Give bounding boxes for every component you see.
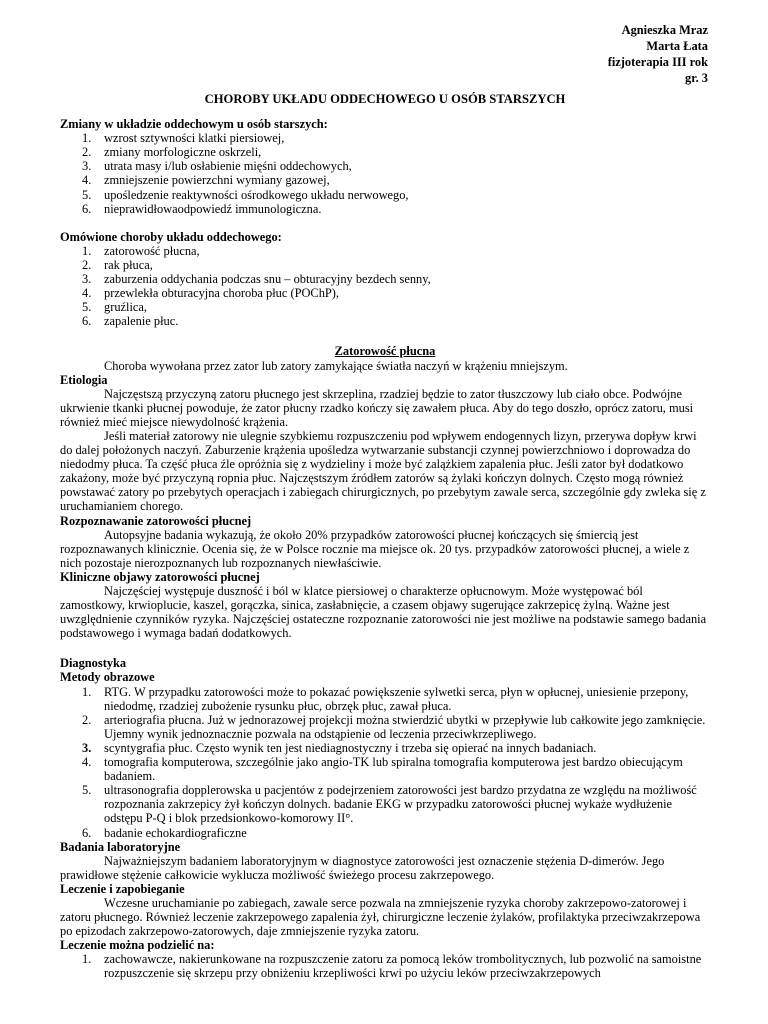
list-item-text: badanie echokardiograficzne [104, 825, 247, 840]
list-item-number: 2. [82, 257, 92, 272]
list-item-number: 3. [82, 740, 92, 755]
list-item-text: rak płuca, [104, 257, 153, 272]
list-item-text: zapalenie płuc. [104, 314, 179, 329]
list-item-text: RTG. W przypadku zatorowości może to pokazać powiększenie sylwetki serca, płyn w opłucnej, uniesienie przepony, niedodmę, rzadziej zubożenie rysunku płuc, obrzęk płuc, zawał płuca. [104, 684, 689, 713]
list-item-text: tomografia komputerowa, szczególnie jako angio-TK lub spiralna tomografia komputerowa jest bardzo obiecującym badaniem. [104, 755, 683, 784]
list-item-text: ultrasonografia dopplerowska u pacjentów z podejrzeniem zatorowości jest bardzo przydatna ze względu na możliwość rozpoznania zakrzepicy żył kończyn dolnych. badanie EKG w przypadku zatorowości płucnej wykaże wydłużenie odstępu P-Q i blok przedsionkowo-komorowy II°. [104, 783, 697, 826]
list-item [60, 741, 710, 755]
etiology-paragraph-1: Najczęstszą przyczyną zatoru płucnego jest skrzeplina, rzadziej będzie to zator tłuszczowy lub ciało obce. Podwójne ukrwienie tkanki płucnej powoduje, że zator płucny rzadko kończy się zawałem płuca. Aby do tego doszło, oprócz zatoru, musi również mieć miejsce niewydolność krążenia. [60, 386, 694, 429]
symptoms-heading: Kliniczne objawy zatorowości płucnej [60, 569, 260, 584]
author-name-2: Marta Łata [646, 39, 708, 53]
group-label: gr. 3 [685, 71, 708, 85]
diseases-heading: Omówione choroby układu oddechowego: [60, 229, 282, 244]
list-item [60, 755, 710, 783]
list-item-text: zachowawcze, nakierunkowane na rozpuszczenie zatoru za pomocą leków trombolitycznych, lub pozwolić na samoistne rozpuszczenie się skrzepu przy obniżeniu krzepliwości krwi po użyciu leków przeciwzakrzepowych [104, 952, 702, 981]
list-item-number: 3. [82, 159, 92, 174]
imaging-list [60, 685, 710, 840]
list-item [60, 952, 710, 980]
list-item [60, 188, 710, 202]
embolism-intro: Choroba wywołana przez zator lub zatory zamykające światła naczyń w krążeniu mniejszym. [104, 358, 568, 373]
list-item [60, 202, 710, 216]
list-item [60, 272, 710, 286]
list-item [60, 131, 710, 145]
list-item [60, 173, 710, 187]
imaging-heading: Metody obrazowe [60, 670, 155, 685]
list-item [60, 159, 710, 173]
list-item-number: 4. [82, 286, 92, 301]
list-item-text: gruźlica, [104, 300, 147, 315]
changes-heading: Zmiany w układzie oddechowym u osób starszych: [60, 117, 328, 132]
list-item-text: nieprawidłowaodpowiedź immunologiczna. [104, 201, 322, 216]
list-item-number: 1. [82, 243, 92, 258]
list-item-number: 6. [82, 314, 92, 329]
list-item [60, 314, 710, 328]
treatment-heading: Leczenie można podzielić na: [60, 938, 215, 953]
list-item-number: 3. [82, 272, 92, 287]
list-item [60, 783, 710, 825]
list-item-number: 4. [82, 755, 92, 770]
list-item-number: 2. [82, 145, 92, 160]
list-item-text: zmiany morfologiczne oskrzeli, [104, 145, 262, 160]
list-item-text: scyntygrafia płuc. Często wynik ten jest niediagnostyczny i trzeba się opierać na innych badaniach. [104, 740, 597, 755]
etiology-paragraph-2: Jeśli materiał zatorowy nie ulegnie szybkiemu rozpuszczeniu pod wpływem endogennych lizyn, przerywa dopływ krwi do dalej położonych naczyń. Zaburzenie krążenia upośledza wytwarzanie substancji czynnej powierzchniowo i doprowadza do niedodmy płuca. Ta część płuca źle opróżnia się z wydzieliny i może być zalążkiem zapalenia płuc. Jeśli zator był dodatkowo zakażony, może być przyczyną ropnia płuc. Najczęstszym źródłem zatorów są żylaki kończyn dolnych. Często mogą również powstawać zatory po przebytych operacjach i zabiegach chirurgicznych, po przebytym zawale serca, szczególnie gdy zwleka się z uruchamianiem chorego. [60, 428, 706, 514]
list-item-text: utrata masy i/lub osłabienie mięśni oddechowych, [104, 159, 352, 174]
list-item-number: 5. [82, 187, 92, 202]
list-item-number: 6. [82, 825, 92, 840]
author-name-1: Agnieszka Mraz [621, 23, 708, 37]
lab-heading: Badania laboratoryjne [60, 839, 181, 854]
list-item [60, 258, 710, 272]
recognition-paragraph: Autopsyjne badania wykazują, że około 20% przypadków zatorowości płucnej kończących się śmiercią jest rozpoznawanych klinicznie. Ocenia się, że w Polsce rocznie ma miejsce ok. 20 tys. przypadków zatorowości płucnej, a wiele z nich pozostaje nierozpoznanych lub rozpoznanych niewłaściwie. [60, 527, 690, 570]
recognition-heading: Rozpoznawanie zatorowości płucnej [60, 513, 252, 528]
document-page [60, 22, 710, 981]
list-item-text: zmniejszenie powierzchni wymiany gazowej, [104, 173, 330, 188]
course-label: fizjoterapia III rok [607, 55, 708, 69]
list-item-number: 4. [82, 173, 92, 188]
diagnostics-heading: Diagnostyka [60, 656, 127, 671]
treatment-list [60, 952, 710, 980]
list-item [60, 286, 710, 300]
list-item [60, 713, 710, 741]
list-item [60, 244, 710, 258]
prevention-heading: Leczenie i zapobieganie [60, 881, 185, 896]
author-block [60, 22, 708, 86]
list-item-number: 1. [82, 131, 92, 146]
lab-paragraph: Najważniejszym badaniem laboratoryjnym w diagnostyce zatorowości jest oznaczenie stężenia D-dimerów. Jego prawidłowe stężenie całkowicie wyklucza możliwość świeżego procesu zakrzepowego. [60, 853, 665, 882]
list-item-number: 1. [82, 952, 92, 967]
list-item [60, 145, 710, 159]
prevention-paragraph: Wczesne uruchamianie po zabiegach, zawale serce pozwala na zmniejszenie ryzyka choroby zakrzepowo-zatorowej i zatoru płucnego. Również leczenie zakrzepowego zapalenia żył, chirurgiczne leczenie żylaków, profilaktyka przeciwzakrzepowa po epizodach zakrzepowo-zatorowych, daje zmniejszenie ryzyka zatoru. [60, 895, 701, 939]
etiology-heading: Etiologia [60, 372, 108, 387]
list-item [60, 826, 710, 840]
list-item-text: zaburzenia oddychania podczas snu – obturacyjny bezdech senny, [104, 272, 431, 287]
list-item-number: 1. [82, 684, 92, 699]
list-item-number: 5. [82, 783, 92, 798]
list-item-text: wzrost sztywności klatki piersiowej, [104, 131, 285, 146]
list-item-number: 2. [82, 712, 92, 727]
list-item-text: upośledzenie reaktywności ośrodkowego układu nerwowego, [104, 187, 409, 202]
list-item-number: 6. [82, 201, 92, 216]
diseases-list [60, 244, 710, 329]
list-item-text: arteriografia płucna. Już w jednorazowej projekcji można stwierdzić ubytki w przepływie lub całkowite jego zamknięcie. Ujemny wynik jednoznacznie pozwala na odstąpienie od leczenia przeciwkrzepliwego. [104, 712, 706, 741]
list-item [60, 300, 710, 314]
symptoms-paragraph: Najczęściej występuje duszność i ból w klatce piersiowej o charakterze opłucnowym. Może występować ból zamostkowy, krwioplucie, kaszel, gorączka, sinica, zasłabnięcie, a czasem objawy sugerujące zakrzepicę żylną. Ważne jest uwzględnienie czynników ryzyka. Najczęściej ostateczne rozpoznanie zatorowości nie jest możliwe na podstawie samego badania podstawowego i wymaga badań dodatkowych. [60, 584, 707, 641]
list-item [60, 685, 710, 713]
embolism-heading: Zatorowość płucna [334, 344, 436, 359]
list-item-text: zatorowość płucna, [104, 243, 200, 258]
list-item-text: przewlekła obturacyjna choroba płuc (POChP), [104, 286, 340, 301]
document-title: CHOROBY UKŁADU ODDECHOWEGO U OSÓB STARSZYCH [204, 92, 566, 106]
changes-list [60, 131, 710, 216]
list-item-number: 5. [82, 300, 92, 315]
